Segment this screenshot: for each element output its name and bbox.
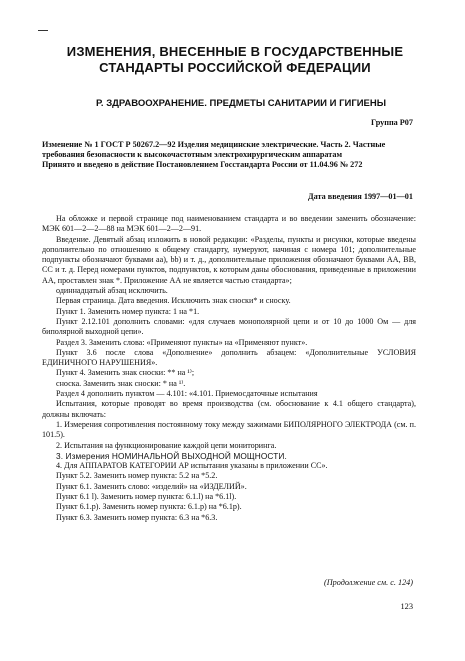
page-title-line-2: СТАНДАРТЫ РОССИЙСКОЙ ФЕДЕРАЦИИ	[99, 60, 371, 75]
paragraph: 2. Испытания на функционирование каждой цепи мониторинга.	[56, 440, 277, 450]
paragraph: Пункт 6.1 l). Заменить номер пункта: 6.1.l) на *6.1l).	[56, 492, 237, 502]
paragraph: Первая страница. Дата введения. Исключить знак сноски* и сноску.	[56, 296, 291, 306]
paragraph: Пункт 6.3. Заменить номер пункта: 6.3 на *6.3.	[56, 512, 218, 522]
paragraph: Испытания, которые проводят во время производства (см. обоснование к 4.1 общего стандарта), должны включать:	[42, 399, 416, 419]
paragraph: Пункт 2.12.101 дополнить словами: «для случаев монополярной цепи и от 10 до 1000 Ом — для биполярной выходной цепи».	[42, 316, 416, 337]
document-body	[42, 214, 416, 523]
amendment-header	[42, 140, 416, 170]
continuation-note: (Продолжение см. с. 124)	[324, 578, 413, 587]
paragraph: 1. Измерения сопротивления постоянному току между зажимами БИПОЛЯРНОГО ЭЛЕКТРОДА (см. п. 101.5).	[42, 419, 416, 440]
paragraph: Пункт 5.2. Заменить номер пункта: 5.2 на *5.2.	[56, 471, 218, 481]
page-title-line-1: ИЗМЕНЕНИЯ, ВНЕСЕННЫЕ В ГОСУДАРСТВЕННЫЕ	[66, 44, 404, 59]
paragraph: Пункт 1. Заменить номер пункта: 1 на *1.	[56, 306, 200, 316]
paragraph: Пункт 4. Заменить знак сноски: ** на ¹⁾;	[56, 368, 195, 378]
paragraph: Раздел 3. Заменить слова: «Применяют пункты» на «Применяют пункт».	[56, 337, 308, 347]
amendment-adopted: Принято и введено в действие Постановлением Госстандарта России от 11.04.96 № 272	[42, 160, 363, 169]
paragraph: сноска. Заменить знак сноски: * на ¹⁾.	[56, 378, 186, 388]
section-heading: Р. ЗДРАВООХРАНЕНИЕ. ПРЕДМЕТЫ САНИТАРИИ И ГИГИЕНЫ	[96, 98, 387, 109]
amendment-title: Изменение № 1 ГОСТ Р 50267.2—92 Изделия медицинские электрические. Часть 2. Частные требования безопасности к высокочастотным электрохирургическим аппаратам	[42, 140, 386, 159]
paragraph: На обложке и первой странице под наименованием стандарта и во введении заменить обозначение: МЭК 601—2—2—88 на МЭК 601—2—2—91.	[42, 214, 416, 234]
paragraph: Пункт 3.6 после слова «Дополнение» дополнить абзацем: «Дополнительные УСЛОВИЯ ЕДИНИЧНОГО НАРУШЕНИЯ».	[42, 347, 416, 368]
paragraph: Пункт 6.1. Заменить слово: «изделий» на «ИЗДЕЛИЙ».	[56, 481, 247, 491]
corner-mark	[38, 30, 48, 31]
paragraph: 4. Для АППАРАТОВ КАТЕГОРИИ АР испытания указаны в приложении СС».	[56, 461, 328, 471]
group-code: Группа Р07	[371, 118, 413, 127]
paragraph: одиннадцатый абзац исключить.	[56, 286, 168, 296]
paragraph: Введение. Девятый абзац изложить в новой редакции: «Разделы, пункты и рисунки, которые введены дополнительно по отношению к общему стандарту, нумеруют, начиная с номера 101; дополнительные подпункты обозначают буквами аа), bb) и т. д., дополнительные приложения обозначают буквами АА, ВВ, СС и т. д. Перед номерами пунктов, подпунктов, к которым даны обоснования, приведенные в приложении АА, проставлен знак *. Приложение АА не является частью стандарта»;	[42, 234, 416, 285]
paragraph: Пункт 6.1.p). Заменить номер пункта: 6.1.p) на *6.1p).	[56, 502, 242, 512]
paragraph: 3. Измерения НОМИНАЛЬНОЙ ВЫХОДНОЙ МОЩНОСТИ.	[56, 450, 287, 461]
effective-date: Дата введения 1997—01—01	[308, 192, 413, 201]
paragraph: Раздел 4 дополнить пунктом — 4.101: «4.101. Приемосдаточные испытания	[56, 389, 318, 399]
page-title	[60, 44, 410, 76]
page-number: 123	[400, 602, 413, 611]
